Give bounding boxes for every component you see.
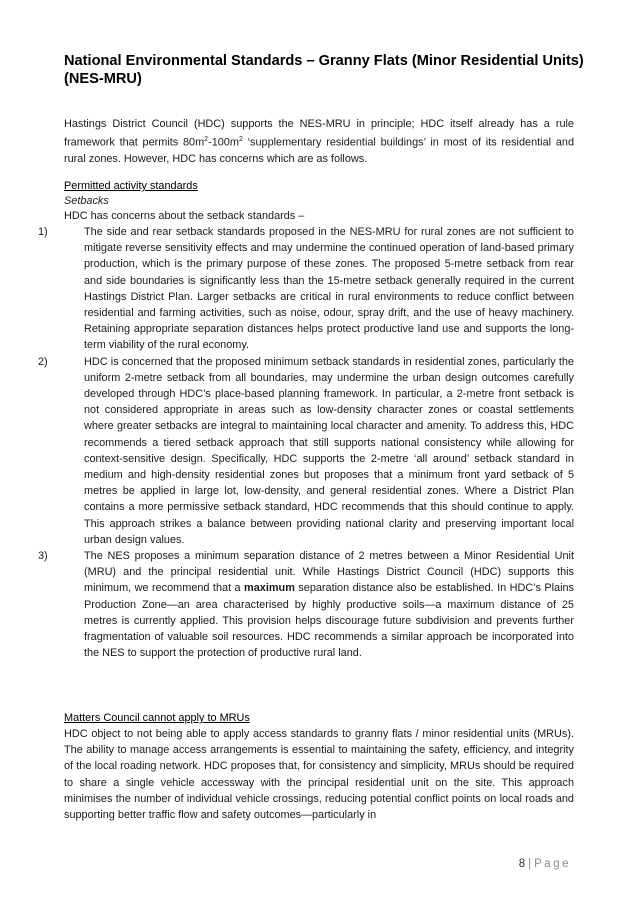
page-number: 8 — [518, 858, 526, 870]
list-item-text: The side and rear setback standards proposed in the NES-MRU for rural zones are not sufficient to mitigate reverse sensitivity effects and may undermine the continued operation of land-based primary production, which is the primary purpose of these zones. The proposed 5-metre setback from rear and side boundaries is significantly less than the 15-metre setback generally required in the current Hastings District Plan. Larger setbacks are critical in rural environments to reduce conflict between residential and farming activities, such as noise, odour, spray drift, and the use of heavy machinery. Retaining appropriate separation distances helps protect productive land use and supports the long-term viability of the rural economy. — [84, 226, 574, 352]
document-title: National Environmental Standards – Granny Flats (Minor Residential Units) (NES-MRU) — [64, 53, 584, 87]
list-number: 2) — [38, 355, 48, 368]
list-number: 1) — [38, 226, 48, 238]
page-footer — [519, 858, 571, 870]
intro-text-1: Hastings District Council (HDC) supports the NES-MRU in principle; HDC itself already has a rule framework that permits 80m — [64, 118, 574, 149]
superscript-2: 2 — [238, 136, 243, 144]
intro-paragraph — [64, 116, 574, 167]
list-item — [38, 548, 574, 661]
matters-paragraph: HDC object to not being able to apply access standards to granny flats / minor residential units (MRUs). The ability to manage access arrangements is essential to maintaining the safety, efficiency, and integrity of the local roading network. HDC proposes that, for consistency and simplicity, MRUs should be required to share a single vehicle accessway with the principal residential unit on the site. This approach minimises the number of individual vehicle crossings, reducing potential conflict points on local roads and supporting better traffic flow and safety outcomes—particularly in — [64, 728, 574, 822]
setback-concerns-list — [38, 224, 575, 661]
footer-separator: | — [528, 858, 532, 870]
list-item-text-part: separation distance also be established. In HDC’s Plains Production Zone—an area characterised by highly productive soils—a maximum distance of 25 metres is currently applied. This provision helps discourage future subdivision and prevents further fragmentation of valuable soil resources. HDC recommends a similar approach be incorporated into the NES to support the protection of productive rural land. — [84, 582, 575, 660]
section-heading-permitted: Permitted activity standards — [64, 180, 198, 192]
subheading-setbacks: Setbacks — [64, 195, 109, 207]
intro-text-2: -100m — [208, 136, 239, 149]
superscript-1: 2 — [204, 136, 209, 144]
setbacks-lead: HDC has concerns about the setback standards – — [64, 210, 305, 222]
list-item — [38, 224, 574, 354]
list-item-text-part: The NES proposes a minimum separation distance of 2 metres between a Minor Residential Unit (MRU) and the principal residential unit. While Hastings District Council (HDC) supports this minimum, we recommend that a — [84, 550, 574, 595]
list-item-text: HDC is concerned that the proposed minimum setback standards in residential zones, particularly the uniform 2-metre setback from all boundaries, may undermine the urban design outcomes carefully developed through HDC’s place-based planning framework. In particular, a 2-metre front setback is not considered appropriate in areas such as low-density character zones or coastal settlements where greater setbacks are integral to maintaining local character and amenity. To address this, HDC recommends a tiered setback approach that still supports national consistency while allowing for context-sensitive design. Specifically, HDC supports the 2-metre ‘all around’ setback standard in medium and high-density residential zones but proposes that a minimum front yard setback of 5 metres be applied in large lot, low-density, and general residential zones. Where a District Plan contains a more permissive setback standard, HDC recommends that this should continue to apply. This approach strikes a balance between providing national clarity and preserving important local urban design values. — [84, 355, 574, 546]
section-heading-matters: Matters Council cannot apply to MRUs — [64, 712, 250, 724]
page-label: Page — [534, 858, 571, 870]
bold-emphasis: maximum — [244, 582, 295, 595]
intro-text-3: ‘supplementary residential buildings’ in most of its residential and rural zones. However, HDC has concerns which are as follows. — [64, 136, 574, 166]
list-number: 3) — [38, 550, 48, 563]
list-item — [38, 354, 574, 548]
list-item-text — [84, 548, 574, 661]
